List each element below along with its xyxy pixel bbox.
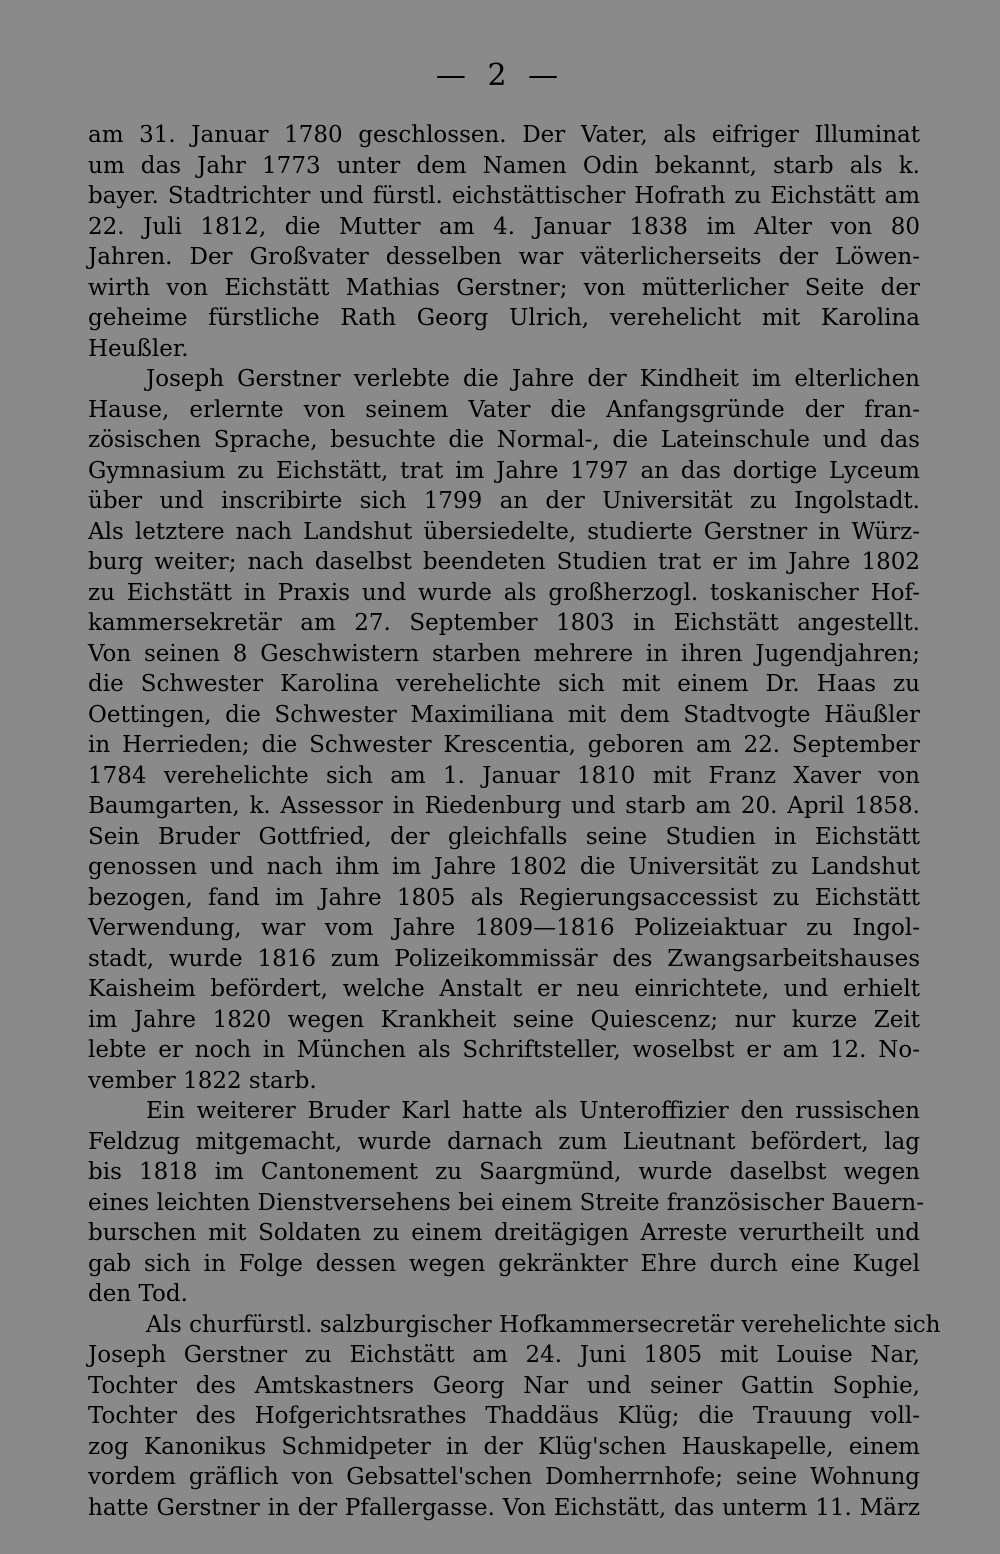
- text-line: Als churfürstl. salzburgischer Hofkammersecretär verehelichte sich: [146, 1311, 941, 1338]
- text-line: Von seinen 8 Geschwistern starben mehrere in ihren Jugendjahren;: [88, 640, 920, 667]
- text-line: Baumgarten, k. Assessor in Riedenburg und starb am 20. April 1858.: [88, 793, 920, 819]
- text-line: zu Eichstätt in Praxis und wurde als großherzogl. toskanischer Hof-: [88, 579, 920, 606]
- body-text: [88, 120, 941, 1523]
- text-line: den Tod.: [88, 1281, 188, 1307]
- text-line: zog Kanonikus Schmidpeter in der Klüg'schen Hauskapelle, einem: [88, 1433, 920, 1460]
- text-line: vordem gräflich von Gebsattel'schen Domherrnhofe; seine Wohnung: [88, 1464, 920, 1490]
- text-line: um das Jahr 1773 unter dem Namen Odin bekannt, starb als k.: [88, 152, 920, 179]
- text-line: Oettingen, die Schwester Maximiliana mit dem Stadtvogte Häußler: [88, 701, 920, 728]
- text-line: geheime fürstliche Rath Georg Ulrich, verehelicht mit Karolina: [88, 305, 920, 331]
- text-line: über und inscribirte sich 1799 an der Universität zu Ingolstadt.: [88, 488, 920, 514]
- text-line: Als letztere nach Landshut übersiedelte, studierte Gerstner in Würz-: [88, 518, 920, 545]
- text-line: im Jahre 1820 wegen Krankheit seine Quiescenz; nur kurze Zeit: [88, 1006, 920, 1033]
- text-line: Jahren. Der Großvater desselben war väterlicherseits der Löwen-: [88, 244, 920, 270]
- text-line: bayer. Stadtrichter und fürstl. eichstättischer Hofrath zu Eichstätt am: [88, 183, 920, 209]
- text-line: lebte er noch in München als Schriftsteller, woselbst er am 12. No-: [88, 1037, 920, 1063]
- text-line: burg weiter; nach daselbst beendeten Studien trat er im Jahre 1802: [88, 549, 920, 575]
- text-line: bezogen, fand im Jahre 1805 als Regierungsaccessist zu Eichstätt: [88, 884, 920, 911]
- text-line: gab sich in Folge dessen wegen gekränkter Ehre durch eine Kugel: [88, 1250, 920, 1277]
- text-line: Joseph Gerstner verlebte die Jahre der Kindheit im elterlichen: [146, 366, 920, 392]
- text-line: hatte Gerstner in der Pfallergasse. Von Eichstätt, das unterm 11. März: [88, 1494, 920, 1521]
- text-line: Feldzug mitgemacht, wurde darnach zum Lieutnant befördert, lag: [88, 1128, 920, 1155]
- text-line: Verwendung, war vom Jahre 1809—1816 Polizeiaktuar zu Ingol-: [88, 915, 920, 941]
- text-line: die Schwester Karolina verehelichte sich mit einem Dr. Haas zu: [88, 671, 920, 697]
- text-line: in Herrieden; die Schwester Krescentia, geboren am 22. September: [88, 732, 920, 758]
- page-number: — 2 —: [435, 58, 565, 93]
- text-line: Sein Bruder Gottfried, der gleichfalls seine Studien in Eichstätt: [88, 823, 920, 850]
- text-line: 1784 verehelichte sich am 1. Januar 1810 mit Franz Xaver von: [88, 762, 920, 789]
- text-line: kammersekretär am 27. September 1803 in Eichstätt angestellt.: [88, 610, 920, 636]
- text-line: Hause, erlernte von seinem Vater die Anfangsgründe der fran-: [88, 396, 920, 423]
- text-line: Joseph Gerstner zu Eichstätt am 24. Juni 1805 mit Louise Nar,: [88, 1342, 920, 1368]
- text-line: zösischen Sprache, besuchte die Normal-, die Lateinschule und das: [88, 427, 920, 453]
- text-line: genossen und nach ihm im Jahre 1802 die Universität zu Landshut: [88, 854, 920, 880]
- text-line: Tochter des Hofgerichtsrathes Thaddäus Klüg; die Trauung voll-: [88, 1403, 920, 1429]
- text-line: Kaisheim befördert, welche Anstalt er neu einrichtete, und erhielt: [88, 976, 920, 1002]
- text-line: 22. Juli 1812, die Mutter am 4. Januar 1838 im Alter von 80: [88, 213, 920, 240]
- text-line: Heußler.: [88, 335, 189, 362]
- text-line: bis 1818 im Cantonement zu Saargmünd, wurde daselbst wegen: [88, 1159, 920, 1185]
- text-line: am 31. Januar 1780 geschlossen. Der Vater, als eifriger Illuminat: [88, 122, 920, 148]
- text-line: Ein weiterer Bruder Karl hatte als Unteroffizier den russischen: [146, 1098, 920, 1124]
- text-line: eines leichten Dienstversehens bei einem Streite französischer Bauern-: [88, 1189, 924, 1216]
- text-line: vember 1822 starb.: [88, 1067, 317, 1094]
- text-line: Gymnasium zu Eichstätt, trat im Jahre 1797 an das dortige Lyceum: [88, 457, 920, 484]
- text-line: stadt, wurde 1816 zum Polizeikommissär des Zwangsarbeitshauses: [88, 945, 920, 972]
- text-line: wirth von Eichstätt Mathias Gerstner; von mütterlicher Seite der: [88, 274, 920, 301]
- text-line: burschen mit Soldaten zu einem dreitägigen Arreste verurtheilt und: [88, 1220, 920, 1246]
- text-line: Tochter des Amtskastners Georg Nar und seiner Gattin Sophie,: [88, 1372, 920, 1399]
